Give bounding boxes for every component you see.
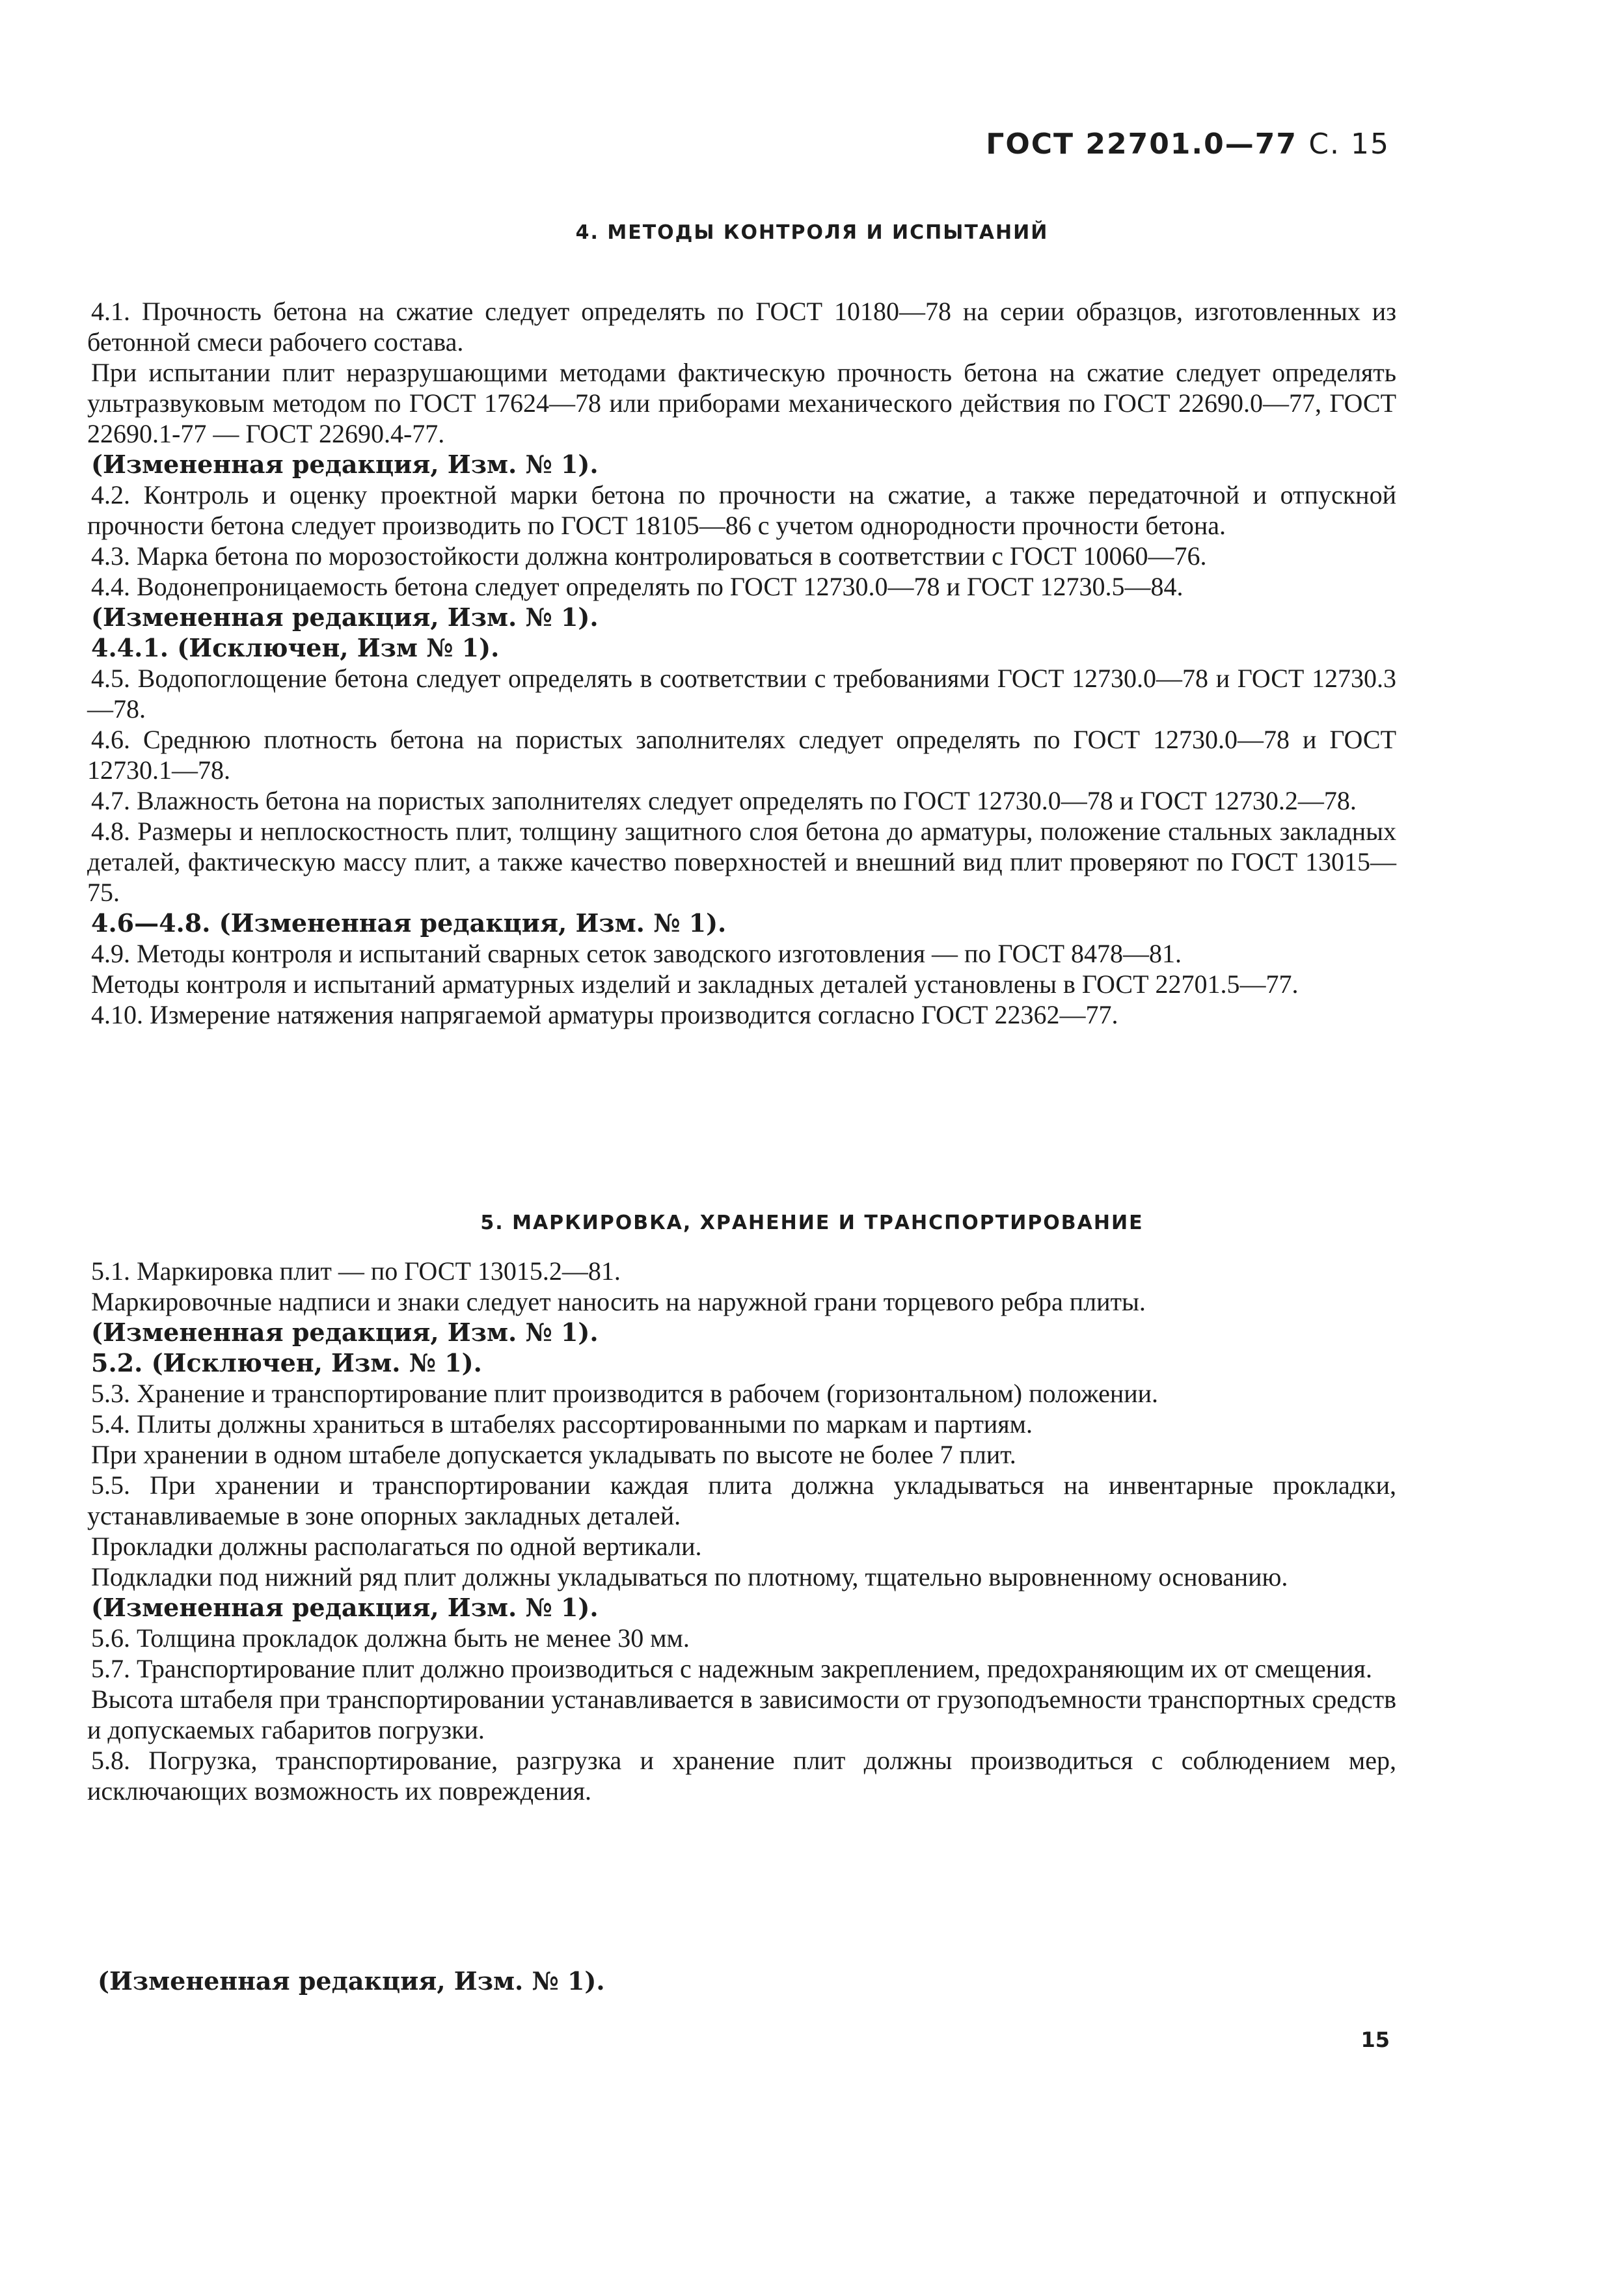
- paragraph-5-5: 5.5. При хранении и транспортировании каждая плита должна укладываться на инвентарные прокладки, устанавливаемые в зоне опорных закладных деталей.: [87, 1470, 1396, 1530]
- header-doc-number: ГОСТ 22701.0—77: [986, 128, 1297, 161]
- paragraph-4-4: 4.4. Водонепроницаемость бетона следует определять по ГОСТ 12730.0—78 и ГОСТ 12730.5—84.: [91, 572, 1184, 601]
- amendment-note: (Измененная редакция, Изм. № 1).: [91, 450, 599, 479]
- paragraph-5-7-b: Высота штабеля при транспортировании устанавливается в зависимости от грузоподъемности транспортных средств и допускаемых габаритов погрузки.: [87, 1685, 1396, 1744]
- paragraph-4-1: 4.1. Прочность бетона на сжатие следует определять по ГОСТ 10180—78 на серии образцов, изготовленных из бетонной смеси рабочего состава.: [87, 297, 1396, 357]
- section-4-title: 4. МЕТОДЫ КОНТРОЛЯ И ИСПЫТАНИЙ: [575, 221, 1049, 244]
- paragraph-4-9-b: Методы контроля и испытаний арматурных изделий и закладных деталей установлены в ГОСТ 22701.5—77.: [91, 969, 1299, 999]
- section-5-title: 5. МАРКИРОВКА, ХРАНЕНИЕ И ТРАНСПОРТИРОВАНИЕ: [480, 1212, 1144, 1234]
- amendment-note: (Измененная редакция, Изм. № 1).: [91, 603, 599, 632]
- amendment-note: 4.6—4.8. (Измененная редакция, Изм. № 1).: [91, 908, 727, 938]
- section-4-body: [87, 296, 1396, 1030]
- paragraph-5-7: 5.7. Транспортирование плит должно производиться с надежным закреплением, предохраняющим их от смещения.: [91, 1654, 1372, 1683]
- paragraph-5-1: 5.1. Маркировка плит — по ГОСТ 13015.2—81.: [91, 1256, 621, 1286]
- paragraph-4-9: 4.9. Методы контроля и испытаний сварных сеток заводского изготовления — по ГОСТ 8478—81.: [91, 939, 1182, 968]
- paragraph-5-1-b: Маркировочные надписи и знаки следует наносить на наружной грани торцевого ребра плиты.: [91, 1287, 1146, 1316]
- paragraph-5-3: 5.3. Хранение и транспортирование плит производится в рабочем (горизонтальном) положении.: [91, 1379, 1159, 1408]
- amendment-note: (Измененная редакция, Изм. № 1).: [91, 1593, 599, 1622]
- page-header: [986, 128, 1390, 161]
- paragraph-4-5: 4.5. Водопоглощение бетона следует определять в соответствии с требованиями ГОСТ 12730.0—78 и ГОСТ 12730.3—78.: [87, 664, 1396, 724]
- paragraph-4-1-b: При испытании плит неразрушающими методами фактическую прочность бетона на сжатие следует определять ультразвуковым методом по ГОСТ 17624—78 или приборами механического действия по ГОСТ 22690.0—77, ГОСТ 22690.1-77 — ГОСТ 22690.4-77.: [87, 358, 1396, 448]
- page-number: 15: [1360, 2027, 1390, 2052]
- final-amendment-note: (Измененная редакция, Изм. № 1).: [98, 1966, 605, 1996]
- paragraph-5-8: 5.8. Погрузка, транспортирование, разгрузка и хранение плит должны производиться с соблюдением мер, исключающих возможность их повреждения.: [87, 1746, 1396, 1806]
- paragraph-5-2: 5.2. (Исключен, Изм. № 1).: [91, 1348, 482, 1377]
- paragraph-4-2: 4.2. Контроль и оценку проектной марки бетона по прочности на сжатие, а также передаточной и отпускной прочности бетона следует производить по ГОСТ 18105—86 с учетом однородности прочности бетона.: [87, 480, 1396, 540]
- header-page: С. 15: [1308, 128, 1390, 161]
- paragraph-5-6: 5.6. Толщина прокладок должна быть не менее 30 мм.: [91, 1623, 690, 1653]
- paragraph-4-10: 4.10. Измерение натяжения напрягаемой арматуры производится согласно ГОСТ 22362—77.: [91, 1000, 1118, 1029]
- paragraph-4-7: 4.7. Влажность бетона на пористых заполнителях следует определять по ГОСТ 12730.0—78 и ГОСТ 12730.2—78.: [91, 786, 1357, 815]
- amendment-note: (Измененная редакция, Изм. № 1).: [91, 1318, 599, 1347]
- section-5-body: [87, 1256, 1396, 1806]
- paragraph-5-5-c: Подкладки под нижний ряд плит должны укладываться по плотному, тщательно выровненному основанию.: [91, 1562, 1288, 1591]
- paragraph-5-4: 5.4. Плиты должны храниться в штабелях рассортированными по маркам и партиям.: [91, 1409, 1033, 1439]
- paragraph-4-8: 4.8. Размеры и неплоскостность плит, толщину защитного слоя бетона до арматуры, положение стальных закладных деталей, фактическую массу плит, а также качество поверхностей и внешний вид плит проверяют по ГОСТ 13015—75.: [87, 817, 1396, 907]
- paragraph-4-6: 4.6. Среднюю плотность бетона на пористых заполнителях следует определять по ГОСТ 12730.0—78 и ГОСТ 12730.1—78.: [87, 725, 1396, 785]
- paragraph-5-5-b: Прокладки должны располагаться по одной вертикали.: [91, 1532, 702, 1561]
- paragraph-4-4-1: 4.4.1. (Исключен, Изм № 1).: [91, 633, 500, 662]
- paragraph-4-3: 4.3. Марка бетона по морозостойкости должна контролироваться в соответствии с ГОСТ 10060—76.: [91, 541, 1207, 571]
- paragraph-5-4-b: При хранении в одном штабеле допускается укладывать по высоте не более 7 плит.: [91, 1440, 1016, 1469]
